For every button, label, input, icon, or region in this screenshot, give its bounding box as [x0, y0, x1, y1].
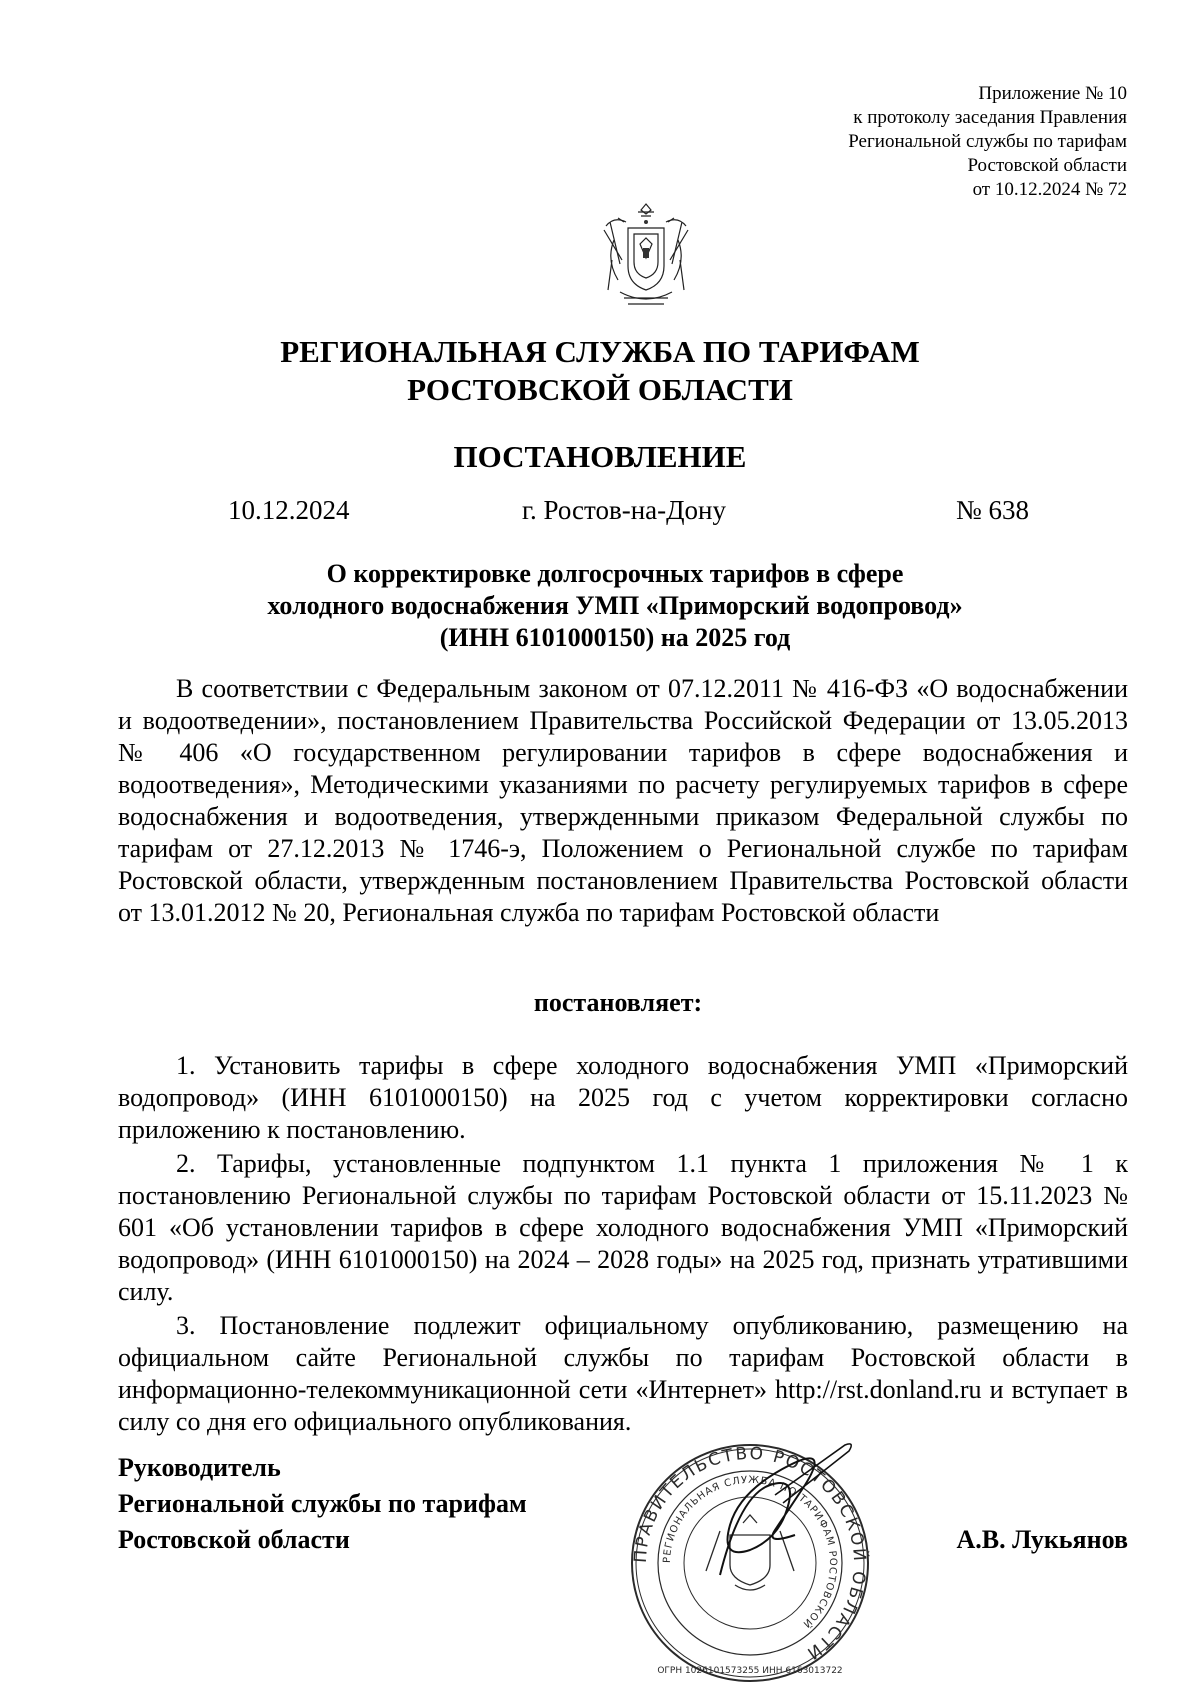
document-date: 10.12.2024	[228, 495, 350, 525]
signatory-position-line: Региональной службы по тарифам	[118, 1489, 527, 1518]
appendix-line: Ростовской области	[967, 155, 1127, 176]
decree-item-1: 1. Установить тарифы в сфере холодного водоснабжения УМП «Приморский водопровод» (ИНН 6101000150) на 2025 год с учетом корректировки согласно приложению к постановлению.	[118, 1051, 1128, 1144]
document-type: ПОСТАНОВЛЕНИЕ	[453, 439, 747, 474]
org-name-line1: РЕГИОНАЛЬНАЯ СЛУЖБА ПО ТАРИФАМ	[280, 334, 920, 369]
signatory-name: А.В. Лукьянов	[956, 1525, 1128, 1554]
decree-item-2: 2. Тарифы, установленные подпунктом 1.1 пункта 1 приложения № 1 к постановлению Региональной службы по тарифам Ростовской области от 15.11.2023 № 601 «Об установлении тарифов в сфере холодного водоснабжения УМП «Приморский водопровод» (ИНН 6101000150) на 2024 – 2028 годы» на 2025 год, признать утратившими силу.	[118, 1149, 1128, 1306]
svg-text:РЕГИОНАЛЬНАЯ СЛУЖБА ПО ТАРИФАМ	[662, 1475, 838, 1631]
appendix-line: Приложение № 10	[978, 83, 1127, 104]
signatory-position-line: Ростовской области	[118, 1525, 350, 1554]
preamble-paragraph: В соответствии с Федеральным законом от 07.12.2011 № 416-ФЗ «О водоснабжении и водоотведении», постановлением Правительства Российской Федерации от 13.05.2013 № 406 «О государственном регулировании тарифов в сфере водоснабжения и водоотведения», Методическими указаниями по расчету регулируемых тарифов в сфере водоснабжения и водоотведения, утвержденными приказом Федеральной службы по тарифам от 27.12.2013 № 1746-э, Положением о Региональной службе по тарифам Ростовской области, утвержденным постановлением Правительства Ростовской области от 13.01.2012 № 20, Региональная служба по тарифам Ростовской области	[118, 674, 1128, 927]
appendix-line: Региональной службы по тарифам	[848, 131, 1127, 152]
org-name-line2: РОСТОВСКОЙ ОБЛАСТИ	[407, 372, 793, 407]
decree-word: постановляет:	[533, 988, 703, 1017]
appendix-line: к протоколу заседания Правления	[853, 107, 1127, 128]
appendix-reference	[727, 82, 1127, 202]
seal-bottom-text: ОГРН 1026101573255 ИНН 6163013722	[657, 1666, 843, 1676]
seal-inner-text: РЕГИОНАЛЬНАЯ СЛУЖБА ПО ТАРИФАМ РОСТОВСКОЙ	[661, 1474, 839, 1630]
document-number: № 638	[956, 495, 1030, 525]
document-title	[118, 558, 1112, 654]
signatory-position-line: Руководитель	[118, 1453, 281, 1482]
decree-item-3: 3. Постановление подлежит официальному опубликованию, размещению на официальном сайте Региональной службы по тарифам Ростовской области в информационно-телекоммуникационной сети «Интернет» http://rst.donland.ru и вступает в силу со дня его официального опубликования.	[118, 1311, 1128, 1436]
official-seal-icon	[625, 1435, 875, 1695]
seal-outer-text: ПРАВИТЕЛЬСТВО РОСТОВСКОЙ ОБЛАСТИ	[630, 1443, 870, 1665]
coat-of-arms-icon	[598, 200, 694, 310]
appendix-line: от 10.12.2024 № 72	[972, 179, 1127, 200]
title-line1: О корректировке долгосрочных тарифов в сфере	[326, 559, 904, 588]
title-line2: холодного водоснабжения УМП «Приморский водопровод»	[267, 591, 963, 620]
title-line3: (ИНН 6101000150) на 2025 год	[439, 623, 791, 652]
signatory-position	[118, 1450, 527, 1558]
document-city: г. Ростов-на-Дону	[522, 495, 727, 525]
organization-name	[0, 333, 1200, 409]
